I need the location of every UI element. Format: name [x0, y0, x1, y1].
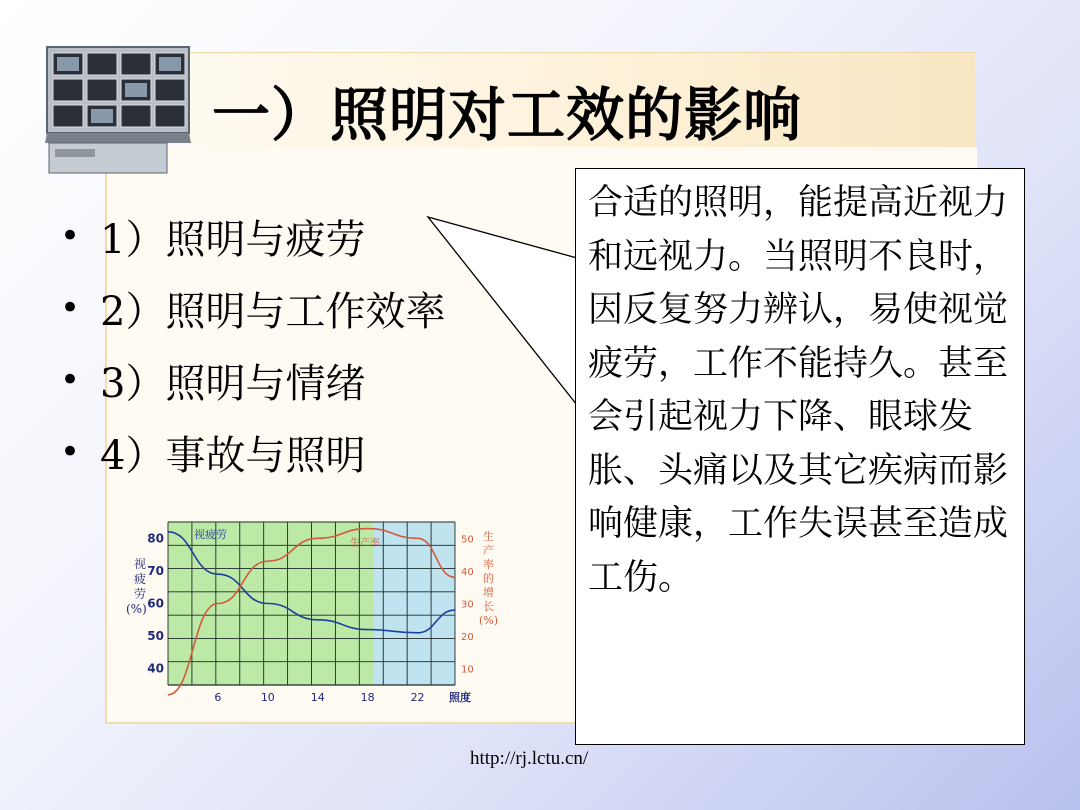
bullet-dot-icon: •	[60, 432, 81, 472]
slide-title: 一）照明对工效的影响	[212, 81, 803, 149]
chart-y-right-tick: 30	[461, 599, 474, 611]
bullet-number: 2）	[100, 288, 166, 335]
chart-x-tick: 6	[214, 691, 222, 704]
chart-y-right-tick: 10	[461, 664, 474, 676]
bullet-text: 照明与情绪	[165, 360, 366, 407]
bullet-dot-icon: •	[60, 360, 81, 400]
chart-x-label: 照度	[449, 691, 471, 704]
chart-y-right-label: 生产率的增长(%)	[479, 530, 499, 627]
callout-text: 合适的照明，能提高近视力和远视力。当照明不良时，因反复努力辨认，易使视觉疲劳，工作不能持久。甚至会引起视力下降、眼球发胀、头痛以及其它疾病而影响健康，工作失误甚至造成工伤。	[588, 183, 1009, 598]
footer-url: http://rj.lctu.cn/	[470, 748, 589, 769]
callout-box	[575, 168, 1025, 745]
bullet-dot-icon: •	[60, 216, 81, 256]
chart-series-label: 生产率	[350, 538, 380, 549]
bullet-number: 1）	[100, 216, 166, 263]
bullet-text: 事故与照明	[165, 432, 366, 479]
chart-y-left-tick: 40	[147, 661, 164, 676]
chart-x-tick: 10	[260, 691, 275, 704]
chart-y-right-tick: 20	[461, 632, 474, 644]
bullet-number: 4）	[100, 432, 166, 479]
chart-x-tick: 22	[410, 691, 425, 704]
chart-y-left-tick: 80	[147, 531, 164, 546]
chart-y-right-tick: 50	[461, 534, 474, 546]
chart-x-tick: 18	[360, 691, 375, 704]
bullet-dot-icon: •	[60, 288, 81, 328]
bullet-text: 照明与工作效率	[165, 288, 446, 335]
bullet-text: 照明与疲劳	[165, 216, 366, 263]
chart-y-left-tick: 50	[147, 629, 164, 644]
chart-y-left-tick: 70	[147, 563, 164, 578]
chart-y-left-tick: 60	[147, 596, 164, 611]
chart-y-left-label: 视疲劳(%)	[126, 557, 147, 616]
chart-x-tick: 14	[310, 691, 325, 704]
bullet-number: 3）	[100, 360, 166, 407]
chart-y-right-tick: 40	[461, 566, 474, 578]
chart-series-label: 视疲劳	[194, 528, 227, 541]
